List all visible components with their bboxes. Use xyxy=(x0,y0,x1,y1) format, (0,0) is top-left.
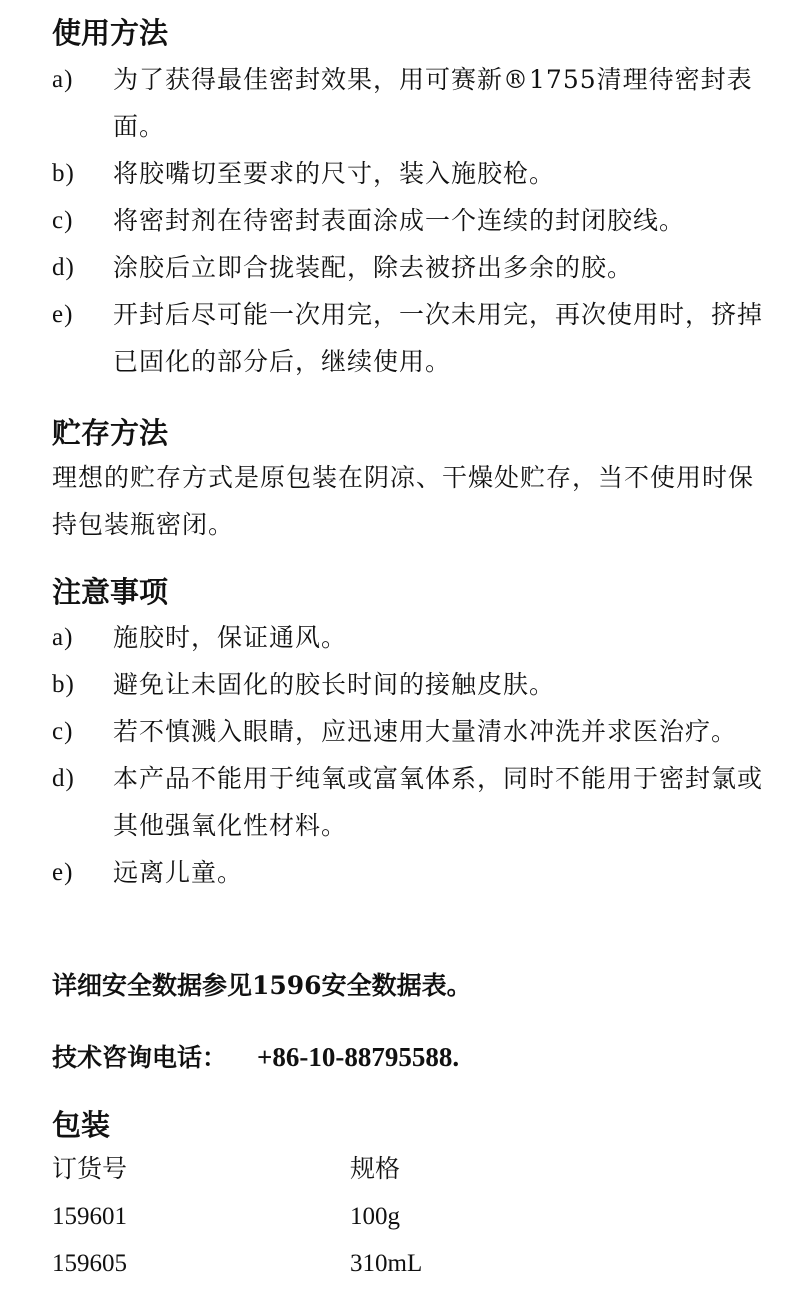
table-header-row xyxy=(52,1146,650,1193)
tech-support-phone: +86-10-88795588. xyxy=(257,1042,460,1072)
list-marker: c) xyxy=(52,718,74,745)
list-item-text: 将密封剂在待密封表面涂成一个连续的封闭胶线。 xyxy=(113,206,686,235)
usage-list xyxy=(0,56,800,385)
list-item xyxy=(0,291,800,385)
storage-text: 理想的贮存方式是原包装在阴凉、干燥处贮存，当不使用时保持包装瓶密闭。 xyxy=(52,463,755,539)
list-item-text: 远离儿童。 xyxy=(113,858,244,887)
list-marker: d) xyxy=(52,765,75,792)
precautions-heading: 注意事项 xyxy=(52,575,169,609)
tech-support-line xyxy=(52,1037,459,1078)
list-item-text: 为了获得最佳密封效果，用可赛新®1755清理待密封表面。 xyxy=(113,65,753,141)
list-marker: b) xyxy=(52,671,75,698)
list-item xyxy=(0,150,800,197)
cell-order-number: 159601 xyxy=(52,1203,127,1230)
precautions-list xyxy=(0,614,800,896)
list-item xyxy=(0,849,800,896)
table-row xyxy=(52,1193,650,1240)
list-marker: e) xyxy=(52,301,74,328)
list-item-text: 避免让未固化的胶长时间的接触皮肤。 xyxy=(113,670,556,699)
list-item-text: 涂胶后立即合拢装配，除去被挤出多余的胶。 xyxy=(113,253,634,282)
cell-spec: 100g xyxy=(350,1203,400,1230)
table-row xyxy=(52,1240,650,1287)
list-item-text: 开封后尽可能一次用完，一次未用完，再次使用时，挤掉已固化的部分后，继续使用。 xyxy=(113,300,764,376)
list-item xyxy=(0,755,800,849)
cell-order-number: 159605 xyxy=(52,1250,127,1277)
list-marker: b) xyxy=(52,160,75,187)
list-item xyxy=(0,708,800,755)
list-item-text: 本产品不能用于纯氧或富氧体系，同时不能用于密封氯或其他强氧化性材料。 xyxy=(113,764,764,840)
list-item-text: 将胶嘴切至要求的尺寸，装入施胶枪。 xyxy=(113,159,556,188)
list-marker: a) xyxy=(52,624,74,651)
cell-spec: 310mL xyxy=(350,1250,423,1277)
safety-note: 详细安全数据参见1596安全数据表。 xyxy=(52,971,472,1000)
header-spec: 规格 xyxy=(350,1156,401,1183)
storage-heading: 贮存方法 xyxy=(52,416,169,450)
list-item xyxy=(0,244,800,291)
usage-heading: 使用方法 xyxy=(52,16,169,50)
list-item xyxy=(0,197,800,244)
list-item-text: 若不慎溅入眼睛，应迅速用大量清水冲洗并求医治疗。 xyxy=(113,717,738,746)
list-item xyxy=(0,614,800,661)
list-marker: c) xyxy=(52,207,74,234)
tech-support-label: 技术咨询电话： xyxy=(52,1043,228,1072)
list-item xyxy=(0,56,800,150)
list-marker: d) xyxy=(52,254,75,281)
header-order-number: 订货号 xyxy=(52,1156,128,1183)
list-item-text: 施胶时，保证通风。 xyxy=(113,623,348,652)
packaging-table xyxy=(52,1146,650,1287)
list-item xyxy=(0,661,800,708)
packaging-heading: 包装 xyxy=(52,1108,111,1142)
list-marker: a) xyxy=(52,66,74,93)
list-marker: e) xyxy=(52,859,74,886)
